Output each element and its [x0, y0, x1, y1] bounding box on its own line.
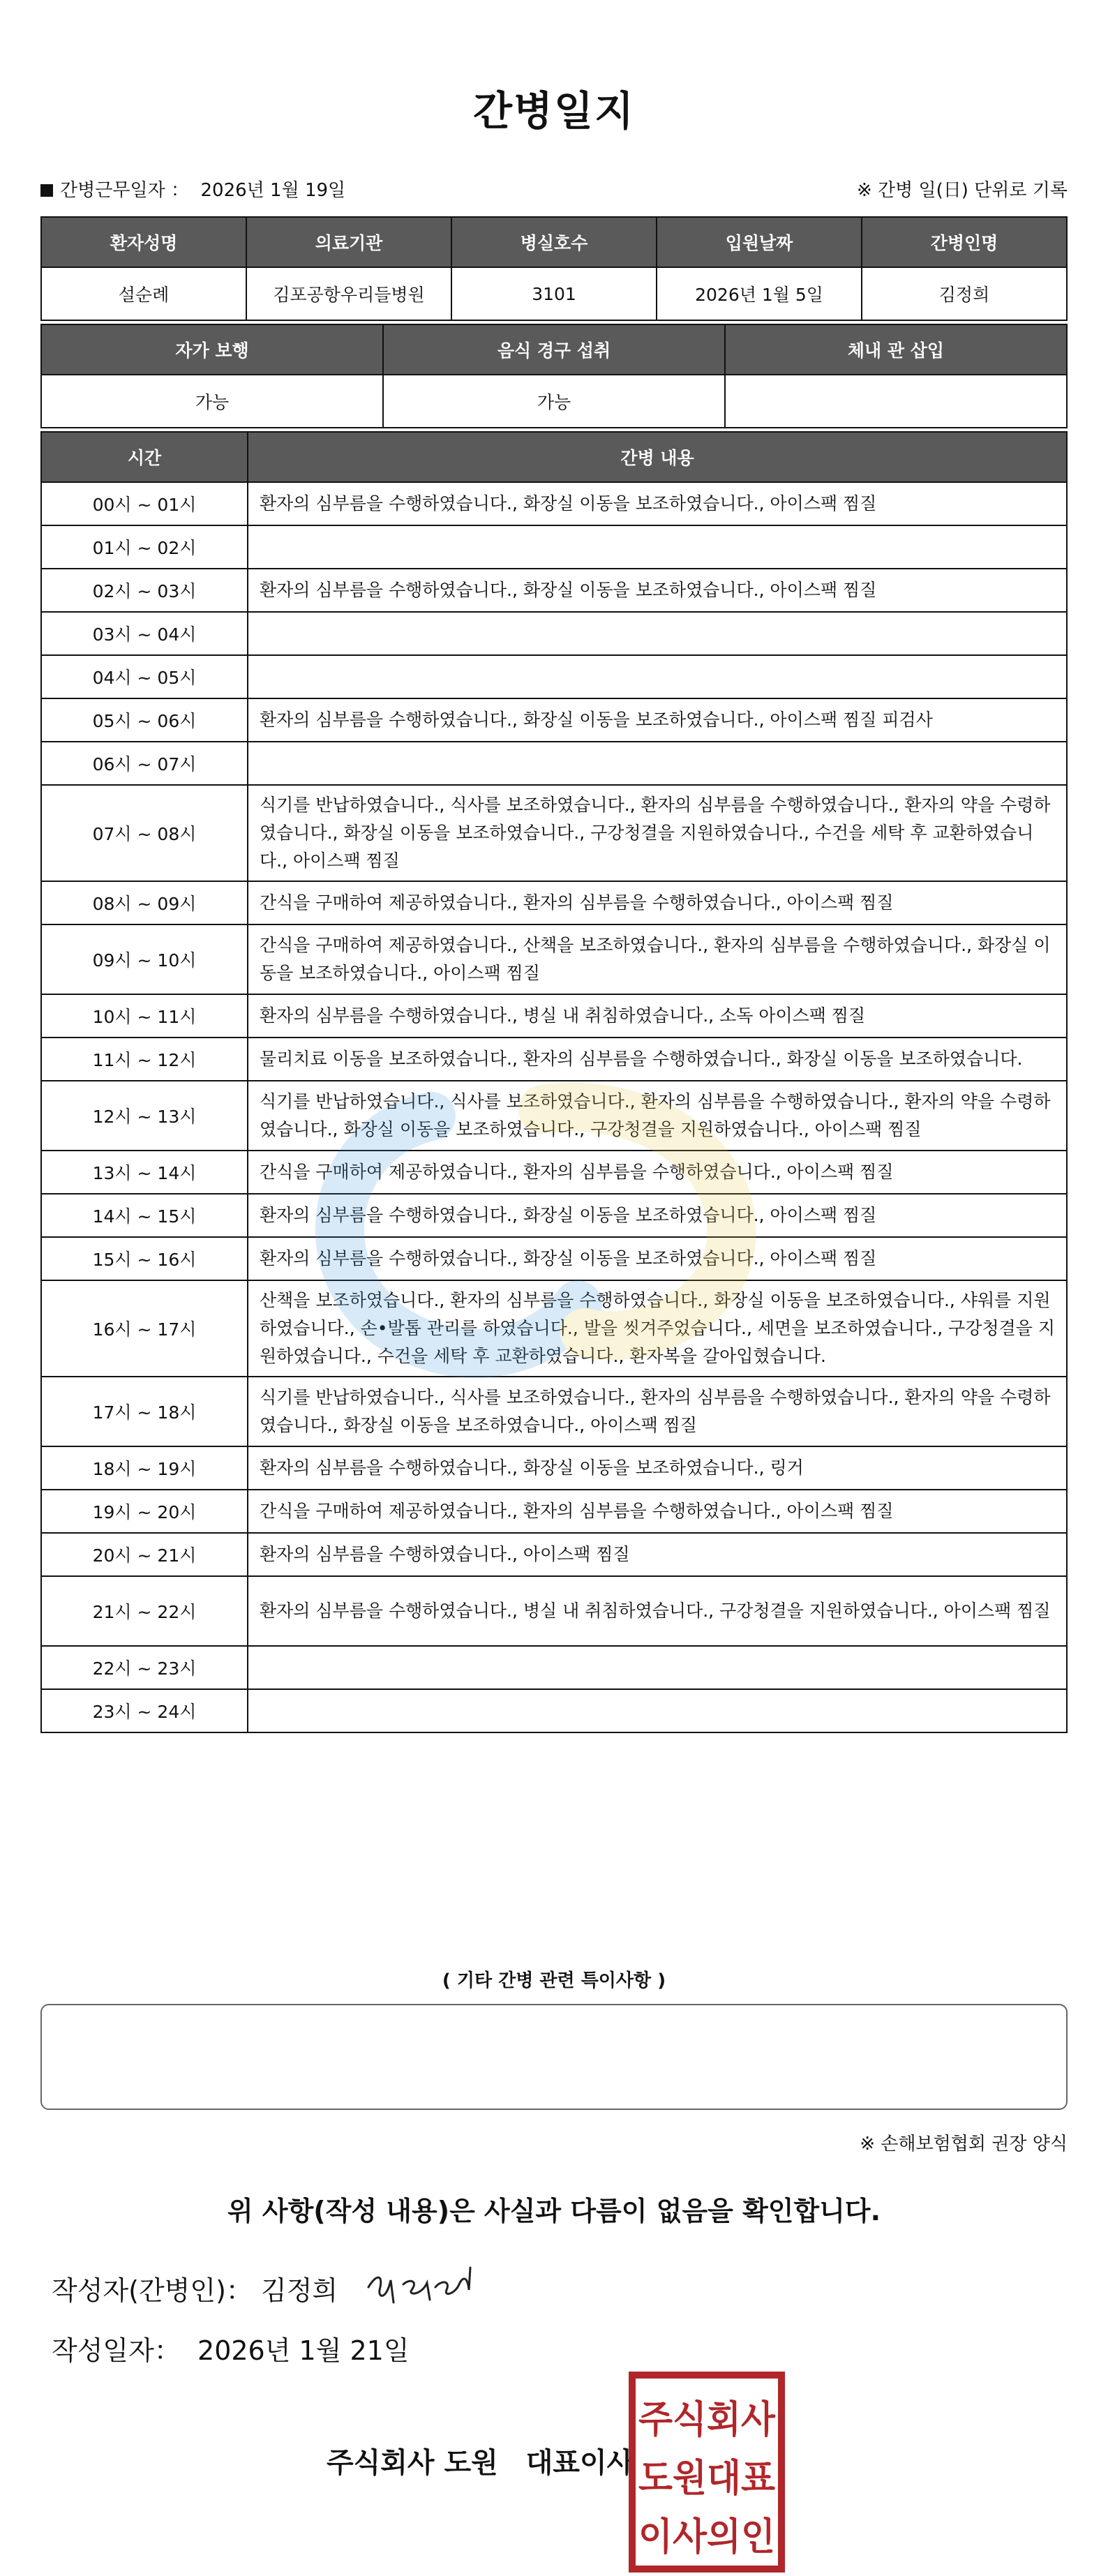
care-content: 간식을 구매하여 제공하였습니다., 환자의 심부름을 수행하였습니다., 아이스팩 찜질 — [248, 1490, 1067, 1533]
care-content: 산책을 보조하였습니다., 환자의 심부름을 수행하였습니다., 화장실 이동을 보조하였습니다., 샤워를 지원하였습니다., 손•발톱 관리를 하였습니다., 발을 씻겨주었습니다., 세면을 보조하였습니다., 구강청결을 지원하였습니다., 수건을 세탁 후 교환하였습니다., 환자복을 갈아입혔습니다. — [248, 1280, 1067, 1377]
oral-intake-value: 가능 — [383, 375, 725, 428]
table-row — [41, 525, 1067, 569]
svg-text:이사의인: 이사의인 — [638, 2515, 775, 2559]
care-content — [248, 1689, 1067, 1732]
form-source-note: ※ 손해보험협회 권장 양식 — [860, 2134, 1068, 2155]
time-slot: 16시 ~ 17시 — [41, 1280, 248, 1377]
time-slot: 19시 ~ 20시 — [41, 1490, 248, 1533]
header-oral-intake: 음식 경구 섭취 — [383, 324, 725, 375]
time-slot: 08시 ~ 09시 — [41, 881, 248, 924]
writer-label: 작성자(간병인)： — [52, 2275, 253, 2306]
care-content: 환자의 심부름을 수행하였습니다., 아이스팩 찜질 — [248, 1533, 1067, 1576]
header-patient-name: 환자성명 — [41, 217, 246, 267]
time-slot: 15시 ~ 16시 — [41, 1237, 248, 1280]
company-seal-stamp — [628, 2371, 786, 2573]
table-row — [41, 785, 1067, 881]
time-slot: 21시 ~ 22시 — [41, 1576, 248, 1646]
care-content: 환자의 심부름을 수행하였습니다., 화장실 이동을 보조하였습니다., 아이스팩 찜질 — [248, 1194, 1067, 1237]
time-slot: 10시 ~ 11시 — [41, 994, 248, 1038]
care-content: 간식을 구매하여 제공하였습니다., 산책을 보조하였습니다., 환자의 심부름을 수행하였습니다., 화장실 이동을 보조하였습니다., 아이스팩 찜질 — [248, 924, 1067, 994]
time-slot: 06시 ~ 07시 — [41, 742, 248, 785]
time-slot: 18시 ~ 19시 — [41, 1446, 248, 1490]
care-content: 환자의 심부름을 수행하였습니다., 병실 내 취침하였습니다., 소독 아이스팩 찜질 — [248, 994, 1067, 1038]
care-content: 식기를 반납하였습니다., 식사를 보조하였습니다., 환자의 심부름을 수행하였습니다., 환자의 약을 수령하였습니다., 화장실 이동을 보조하였습니다., 아이스팩 찜질 — [248, 1377, 1067, 1446]
table-row — [41, 698, 1067, 742]
unit-note: ※ 간병 일(日) 단위로 기록 — [856, 180, 1068, 201]
time-slot: 17시 ~ 18시 — [41, 1377, 248, 1446]
time-slot: 00시 ~ 01시 — [41, 482, 248, 525]
caregiver-name: 김정희 — [862, 267, 1067, 320]
patient-ability-table — [40, 324, 1068, 428]
care-content: 식기를 반납하였습니다., 식사를 보조하였습니다., 환자의 심부름을 수행하였습니다., 환자의 약을 수령하였습니다., 화장실 이동을 보조하였습니다., 구강청결을 지원하였습니다., 수건을 세탁 후 교환하였습니다., 아이스팩 찜질 — [248, 785, 1067, 881]
written-date-line — [52, 2329, 410, 2367]
time-slot: 22시 ~ 23시 — [41, 1646, 248, 1689]
table-row — [41, 1533, 1067, 1576]
patient-info-table — [40, 216, 1068, 321]
meta-row — [40, 176, 1068, 201]
table-row — [41, 1490, 1067, 1533]
care-content: 환자의 심부름을 수행하였습니다., 화장실 이동을 보조하였습니다., 아이스팩 찜질 — [248, 482, 1067, 525]
header-self-walking: 자가 보행 — [41, 324, 383, 375]
table-row — [41, 655, 1067, 698]
admission-date: 2026년 1월 5일 — [657, 267, 862, 320]
table-row — [41, 612, 1067, 655]
care-content — [248, 525, 1067, 569]
time-slot: 04시 ~ 05시 — [41, 655, 248, 698]
time-slot: 20시 ~ 21시 — [41, 1533, 248, 1576]
hospital-name: 김포공항우리들병원 — [246, 267, 451, 320]
care-content: 식기를 반납하였습니다., 식사를 보조하였습니다., 환자의 심부름을 수행하였습니다., 환자의 약을 수령하였습니다., 화장실 이동을 보조하였습니다., 구강청결을 지원하였습니다., 아이스팩 찜질 — [248, 1081, 1067, 1151]
watermark-logo — [250, 1033, 850, 1423]
time-slot: 13시 ~ 14시 — [41, 1151, 248, 1194]
care-content: 물리치료 이동을 보조하였습니다., 환자의 심부름을 수행하였습니다., 화장실 이동을 보조하였습니다. — [248, 1038, 1067, 1081]
time-slot: 12시 ~ 13시 — [41, 1081, 248, 1151]
work-date-value: 2026년 1월 19일 — [200, 180, 346, 201]
svg-text:주식회사: 주식회사 — [638, 2397, 776, 2441]
square-bullet-icon — [40, 184, 53, 197]
time-slot: 14시 ~ 15시 — [41, 1194, 248, 1237]
care-content: 환자의 심부름을 수행하였습니다., 화장실 이동을 보조하였습니다., 아이스팩 찜질 — [248, 1237, 1067, 1280]
other-notes-box — [40, 2004, 1068, 2110]
header-room-number: 병실호수 — [451, 217, 657, 267]
header-caregiver-name: 간병인명 — [862, 217, 1067, 267]
time-slot: 09시 ~ 10시 — [41, 924, 248, 994]
time-slot: 03시 ~ 04시 — [41, 612, 248, 655]
work-date-label: 간병근무일자 ： — [60, 180, 189, 201]
care-content — [248, 1646, 1067, 1689]
handwritten-signature — [363, 2259, 481, 2308]
written-date-label: 작성일자： — [52, 2335, 181, 2366]
room-number: 3101 — [451, 267, 657, 320]
table-row — [41, 1646, 1067, 1689]
table-row — [41, 482, 1067, 525]
written-date-value: 2026년 1월 21일 — [197, 2335, 410, 2366]
table-row — [41, 569, 1067, 612]
patient-name: 설순례 — [41, 267, 246, 320]
time-slot: 23시 ~ 24시 — [41, 1689, 248, 1732]
time-slot: 07시 ~ 08시 — [41, 785, 248, 881]
table-row — [41, 924, 1067, 994]
header-hospital: 의료기관 — [246, 217, 451, 267]
company-representative: 주식회사 도원 대표이사 — [327, 2447, 634, 2479]
table-row — [41, 881, 1067, 924]
care-content — [248, 655, 1067, 698]
care-content: 환자의 심부름을 수행하였습니다., 화장실 이동을 보조하였습니다., 아이스팩 찜질 — [248, 569, 1067, 612]
time-slot: 01시 ~ 02시 — [41, 525, 248, 569]
care-content: 간식을 구매하여 제공하였습니다., 환자의 심부름을 수행하였습니다., 아이스팩 찜질 — [248, 881, 1067, 924]
care-content: 환자의 심부름을 수행하였습니다., 병실 내 취침하였습니다., 구강청결을 지원하였습니다., 아이스팩 찜질 — [248, 1576, 1067, 1646]
tube-insertion-value — [725, 375, 1067, 428]
table-row — [41, 994, 1067, 1038]
care-content: 간식을 구매하여 제공하였습니다., 환자의 심부름을 수행하였습니다., 아이스팩 찜질 — [248, 1151, 1067, 1194]
header-time: 시간 — [41, 432, 248, 482]
svg-text:도원대표: 도원대표 — [638, 2456, 775, 2500]
care-content: 환자의 심부름을 수행하였습니다., 화장실 이동을 보조하였습니다., 아이스팩 찜질 피검사 — [248, 698, 1067, 742]
writer-line — [52, 2269, 338, 2307]
time-slot: 11시 ~ 12시 — [41, 1038, 248, 1081]
other-notes-title: ( 기타 간병 관련 특이사항 ) — [442, 1970, 666, 1991]
writer-name: 김정희 — [261, 2275, 338, 2306]
header-tube-insertion: 체내 관 삽입 — [725, 324, 1067, 375]
header-admission-date: 입원날짜 — [657, 217, 862, 267]
table-row — [41, 742, 1067, 785]
document-title: 간병일지 — [472, 87, 636, 135]
care-content — [248, 612, 1067, 655]
time-slot: 05시 ~ 06시 — [41, 698, 248, 742]
work-date — [40, 176, 345, 202]
care-content — [248, 742, 1067, 785]
table-row — [41, 1446, 1067, 1490]
header-care-content: 간병 내용 — [248, 432, 1067, 482]
care-content: 환자의 심부름을 수행하였습니다., 화장실 이동을 보조하였습니다., 링거 — [248, 1446, 1067, 1490]
time-slot: 02시 ~ 03시 — [41, 569, 248, 612]
confirmation-statement: 위 사항(작성 내용)은 사실과 다름이 없음을 확인합니다. — [227, 2196, 881, 2226]
table-row — [41, 1576, 1067, 1646]
table-row — [41, 1689, 1067, 1732]
self-walking-value: 가능 — [41, 375, 383, 428]
